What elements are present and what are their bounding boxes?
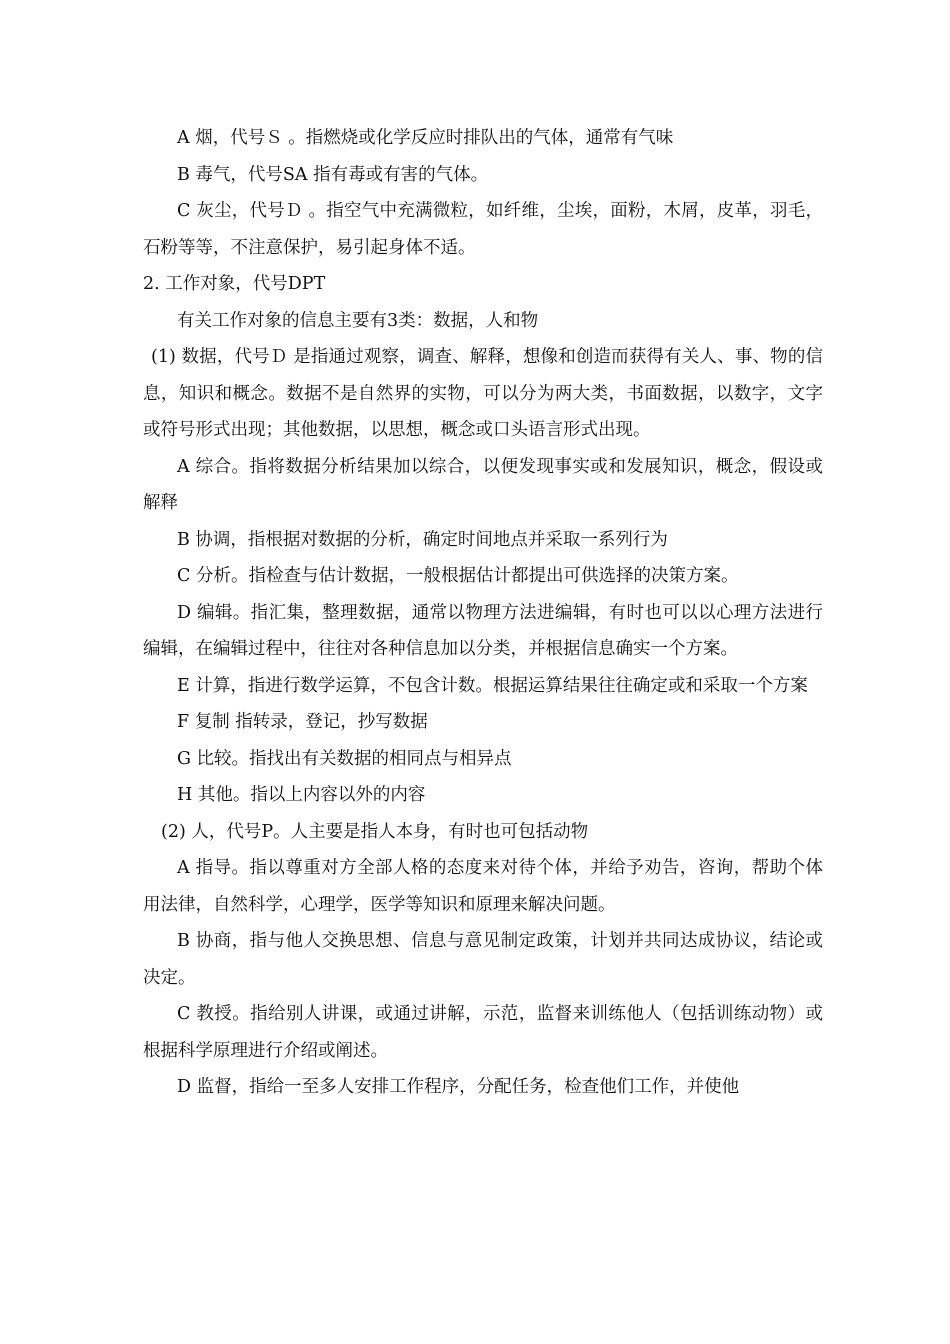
paragraph-instructing: C 教授。指给别人讲课，或通过讲解，示范，监督来训练他人（包括训练动物）或根据科学原理进行介绍或阐述。: [143, 1004, 823, 1061]
paragraph-computing: E 计算，指进行数学运算，不包含计数。根据运算结果往往确定或和采取一个方案: [177, 675, 808, 696]
paragraph-smoke: A 烟，代号Ｓ 。指燃烧或化学反应时排队出的气体，通常有气味: [177, 128, 674, 148]
paragraph-work-object-intro: 有关工作对象的信息主要有3类：数据，人和物: [177, 310, 539, 331]
paragraph-toxic-gas: B 毒气，代号SA 指有毒或有害的气体。: [177, 164, 489, 185]
paragraph-supervising: D 监督，指给一至多人安排工作程序，分配任务，检查他们工作，并使他: [177, 1077, 740, 1097]
paragraph-data-definition: (1) 数据，代号Ｄ 是指通过观察，调查、解释，想像和创造而获得有关人、事、物的信息，知识和概念。数据不是自然界的实物，可以分为两大类，书面数据，以数字，文字或符号形式出现；其他数据，以思想，概念或口头语言形式出现。: [143, 347, 823, 440]
paragraph-negotiating: B 协商，指与他人交换思想、信息与意见制定政策，计划并共同达成协议，结论或决定。: [143, 931, 823, 988]
paragraph-copying: F 复制 指转录，登记，抄写数据: [177, 712, 428, 732]
paragraph-coordination: B 协调，指根据对数据的分析，确定时间地点并采取一系列行为: [177, 529, 668, 550]
paragraph-comparing: G 比较。指找出有关数据的相同点与相异点: [177, 748, 512, 769]
paragraph-dust: C 灰尘，代号Ｄ 。指空气中充满微粒，如纤维，尘埃，面粉，木屑，皮革，羽毛，石粉等等，不注意保护，易引起身体不适。: [143, 201, 823, 258]
paragraph-other: H 其他。指以上内容以外的内容: [177, 785, 426, 805]
paragraph-mentoring: A 指导。指以尊重对方全部人格的态度来对待个体，并给予劝告，咨询，帮助个体用法律，自然科学，心理学，医学等知识和原理来解决问题。: [143, 858, 823, 915]
document-body: [143, 120, 823, 1106]
section-heading-work-object: 2. 工作对象，代号DPT: [143, 274, 326, 294]
paragraph-synthesis: A 综合。指将数据分析结果加以综合，以便发现事实或和发展知识，概念，假设或解释: [143, 456, 823, 513]
paragraph-people-definition: (2) 人，代号P。人主要是指人本身，有时也可包括动物: [161, 821, 589, 842]
paragraph-compiling: D 编辑。指汇集，整理数据，通常以物理方法进编辑，有时也可以以心理方法进行编辑，在编辑过程中，往往对各种信息加以分类，并根据信息确实一个方案。: [143, 602, 823, 659]
paragraph-analysis: C 分析。指检查与估计数据，一般根据估计都提出可供选择的决策方案。: [177, 566, 739, 586]
